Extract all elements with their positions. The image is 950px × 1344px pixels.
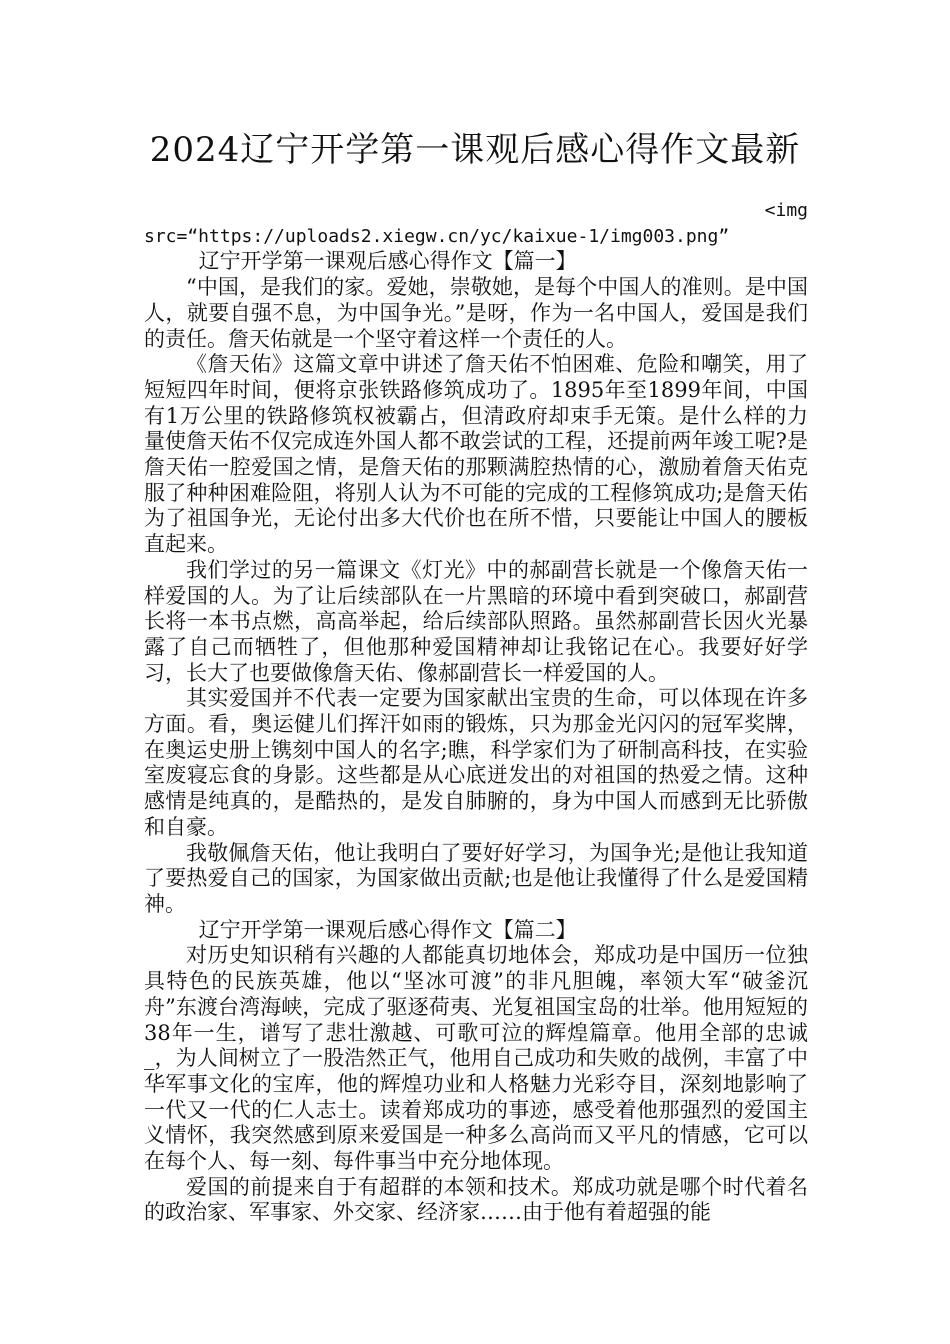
document-title: 2024辽宁开学第一课观后感心得作文最新 [149, 130, 801, 170]
section-heading-2: 辽宁开学第一课观后感心得作文【篇二】 [198, 917, 577, 942]
paragraph: 《詹天佑》这篇文章中讲述了詹天佑不怕困难、危险和嘲笑，用了短短四年时间，便将京张铁路修筑成功了。1895年至1899年间，中国有1万公里的铁路修筑权被霸占，但清政府却束手无策。是什么样的力量使詹天佑不仅完成连外国人都不敢尝试的工程，还提前两年竣工呢?是詹天佑一腔爱国之情，是詹天佑的那颗满腔热情的心，激励着詹天佑克服了种种困难险阻，将别人认为不可能的完成的工程修筑成功;是詹天佑为了祖国争光，无论付出多大代价也在所不惜，只要能让中国人的腰板直起来。 [144, 352, 808, 557]
paragraph: 我敬佩詹天佑，他让我明白了要好好学习，为国争光;是他让我知道了要热爱自己的国家，为国家做出贡献;也是他让我懂得了什么是爱国精神。 [144, 840, 808, 916]
section-heading-1: 辽宁开学第一课观后感心得作文【篇一】 [198, 249, 577, 274]
paragraph: 我们学过的另一篇课文《灯光》中的郝副营长就是一个像詹天佑一样爱国的人。为了让后续部队在一片黑暗的环境中看到突破口，郝副营长将一本书点燃，高高举起，给后续部队照路。虽然郝副营长因火光暴露了自己而牺牲了，但他那种爱国精神却让我铭记在心。我要好好学习，长大了也要做像詹天佑、像郝副营长一样爱国的人。 [144, 557, 808, 685]
raw-img-src-text: src=“https://uploads2.xiegw.cn/yc/kaixue-1/img003.png” [144, 225, 730, 247]
document-body [144, 198, 808, 1226]
paragraph: “中国，是我们的家。爱她，崇敬她，是每个中国人的准则。是中国人，就要自强不息，为中国争光。”是呀，作为一名中国人，爱国是我们的责任。詹天佑就是一个坚守着这样一个责任的人。 [144, 275, 808, 351]
paragraph: 爱国的前提来自于有超群的本领和技术。郑成功就是哪个时代着名的政治家、军事家、外交家、经济家……由于他有着超强的能 [144, 1174, 808, 1225]
raw-img-tag-text: <img [764, 200, 808, 221]
paragraph: 其实爱国并不代表一定要为国家献出宝贵的生命，可以体现在许多方面。看，奥运健儿们挥汗如雨的锻炼，只为那金光闪闪的冠军奖牌，在奥运史册上镌刻中国人的名字;瞧，科学家们为了研制高科技，在实验室废寝忘食的身影。这些都是从心底迸发出的对祖国的热爱之情。这种感情是纯真的，是酷热的，是发自肺腑的，身为中国人而感到无比骄傲和自豪。 [144, 686, 808, 839]
paragraph: 对历史知识稍有兴趣的人都能真切地体会，郑成功是中国历一位独具特色的民族英雄，他以“坚冰可渡”的非凡胆魄，率领大军“破釜沉舟”东渡台湾海峡，完成了驱逐荷夷、光复祖国宝岛的壮举。他用短短的38年一生，谱写了悲壮激越、可歌可泣的辉煌篇章。他用全部的忠诚_，为人间树立了一股浩然正气，他用自己成功和失败的战例，丰富了中华军事文化的宝库，他的辉煌功业和人格魅力光彩夺目，深刻地影响了一代又一代的仁人志士。读着郑成功的事迹，感受着他那强烈的爱国主义情怀，我突然感到原来爱国是一种多么高尚而又平凡的情感，它可以在每个人、每一刻、每件事当中充分地体现。 [144, 943, 808, 1174]
